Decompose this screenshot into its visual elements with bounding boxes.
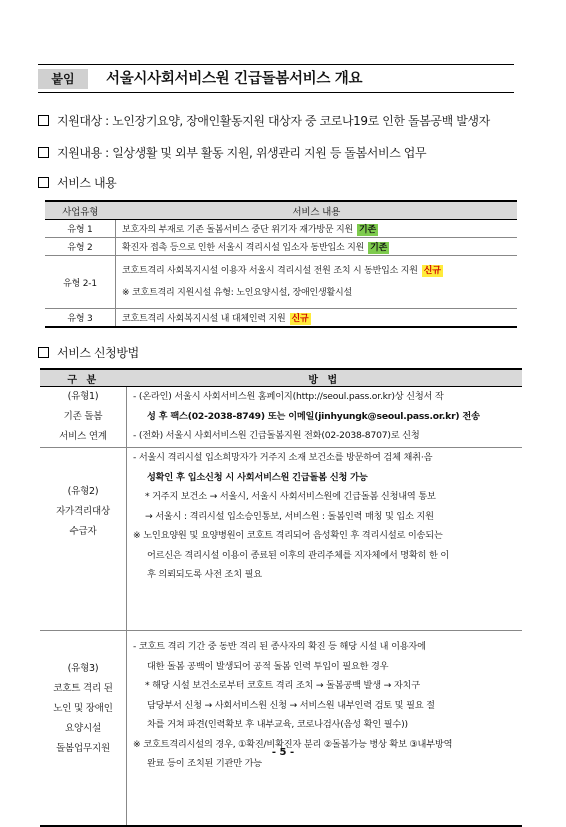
row-type: 유형 2-1 [45,256,116,309]
row-label [40,631,127,827]
document-header [38,67,514,91]
row-method [127,631,523,827]
table-header-row [40,369,522,387]
method-line: → 서울시 : 격리시설 입소승인통보, 서비스원 : 돌봄인력 매칭 및 입소 지원 [145,510,434,522]
table-row [45,256,517,309]
new-badge: 신규 [423,266,441,276]
method-line: - (전화) 서울시 사회서비스원 긴급돌봄지원 전화(02-2038-8707)로 신청 [133,430,420,441]
method-line: 대한 돌봄 공백이 발생되어 공적 돌봄 인력 투입이 필요한 경우 [147,660,389,672]
column-header-content: 서비스 내용 [116,201,518,220]
header-rule-top [38,64,514,65]
table-row [40,448,522,631]
apply-heading-text: 서비스 신청방법 [57,346,139,360]
row-content [116,220,518,238]
method-line: ※ 코호트격리시설의 경우, ①확진/비확진자 분리 ②돌봄가능 병상 확보 ③내부방역 [133,738,453,750]
bullet-target-text: 지원대상 : 노인장기요양, 장애인활동지원 대상자 중 코로나19로 인한 돌봄공백 발생자 [57,114,490,128]
row-content [116,238,518,256]
row-type: 유형 1 [45,220,116,238]
row-text: 코호트격리 사회복지시설 이용자 서울시 격리시설 전원 조치 시 동반입소 지원 [122,266,418,276]
label-line: 코호트 격리 된 [53,683,113,694]
method-line: 후 의뢰되도록 사전 조치 필요 [147,569,262,580]
row-note: ※ 코호트격리 지원시설 유형: 노인요양시설, 장애인생활시설 [122,288,352,298]
label-line: 자가격리대상 [56,506,110,517]
checkbox-square-icon [38,115,49,126]
method-line: 완료 등이 조치된 기관만 가능 [147,758,262,769]
row-text: 보호자의 부재로 기존 돌봄서비스 중단 위기자 재가방문 지원 [122,224,353,235]
row-type: 유형 3 [45,309,116,328]
existing-badge: 기존 [370,242,388,253]
bullet-content-text: 지원내용 : 일상생활 및 외부 활동 지원, 위생관리 지원 등 돌봄서비스 업무 [57,146,427,160]
table-row [45,238,517,256]
bullet-content [38,145,426,161]
table-row [40,631,522,827]
bullet-service-heading [38,175,116,191]
service-content-table [45,200,517,328]
method-line: 담당부서 신청 → 사회서비스원 신청 → 서비스원 내부인력 검토 및 필요 절 [147,699,435,711]
document-title: 서울시사회서비스원 긴급돌봄서비스 개요 [106,71,363,87]
table-header-row [45,201,517,220]
label-line: (유형3) [67,663,99,674]
row-type: 유형 2 [45,238,116,256]
table-row [40,387,522,448]
method-line: - (온라인) 서울시 사회서비스원 홈페이지(http://seoul.pass.or.kr)상 신청서 작 [133,391,444,402]
attachment-tag: 붙임 [38,69,88,89]
checkbox-square-icon [38,147,49,158]
row-content [116,256,518,309]
method-line: 성확인 후 입소신청 시 사회서비스원 긴급돌봄 신청 가능 [147,471,368,483]
row-label [40,387,127,448]
label-line: 기존 돌봄 [63,411,103,422]
method-line: 차를 거쳐 파견(인력확보 후 내부교육, 코로나검사(음성 확인 필수)) [147,719,408,730]
new-badge: 신규 [291,313,309,324]
service-heading-text: 서비스 내용 [57,176,117,190]
row-method [127,448,523,631]
page-number: - 5 - [271,747,295,758]
label-line: 서비스 연계 [59,431,107,442]
label-line: 요양시설 [65,723,101,734]
label-line: 노인 및 장애인 [53,703,113,714]
method-line: - 코호트 격리 기간 중 동반 격리 된 종사자의 확진 등 해당 시설 내 이용자에 [133,641,426,652]
method-line: - 서울시 격리시설 입소희망자가 거주지 소재 보건소를 방문하여 검체 채취·음 [133,452,433,463]
bullet-apply-heading [38,345,139,361]
row-text: 확진자 접촉 등으로 인한 서울시 격리시설 입소자 동반입소 지원 [122,242,365,253]
existing-badge: 기존 [358,224,376,235]
application-method-table [40,368,522,827]
row-label [40,448,127,631]
label-line: (유형2) [67,486,99,497]
checkbox-square-icon [38,177,49,188]
row-method [127,387,523,448]
table-row [45,309,517,328]
table-row [45,220,517,238]
method-line: * 거주지 보건소 → 서울시, 서울시 사회서비스원에 긴급돌봄 신청내역 통보 [145,491,436,502]
checkbox-square-icon [38,347,49,358]
method-line: 어르신은 격리시설 이용이 종료된 이후의 관리주체를 지자체에서 명확히 한 이 [147,549,450,561]
method-line: * 해당 시설 보건소로부터 코호트 격리 조치 → 돌봄공백 발생 → 자치구 [145,680,420,691]
column-header-type: 사업유형 [45,201,116,220]
column-header-method: 방 법 [127,369,523,387]
header-rule-bottom [38,92,514,93]
row-content [116,309,518,328]
label-line: 수급자 [69,526,97,537]
row-text: 코호트격리 사회복지시설 내 대체인력 지원 [122,313,286,324]
label-line: (유형1) [67,391,99,402]
method-line: 성 후 팩스(02-2038-8749) 또는 이메일(jinhyungk@seoul.pass.or.kr) 전송 [147,410,480,422]
method-line: ※ 노인요양원 및 요양병원이 코호트 격리되어 음성확인 후 격리시설로 이송되는 [133,530,443,541]
bullet-target [38,113,490,129]
label-line: 돌봄업무지원 [56,743,110,754]
column-header-category: 구 분 [40,369,127,387]
